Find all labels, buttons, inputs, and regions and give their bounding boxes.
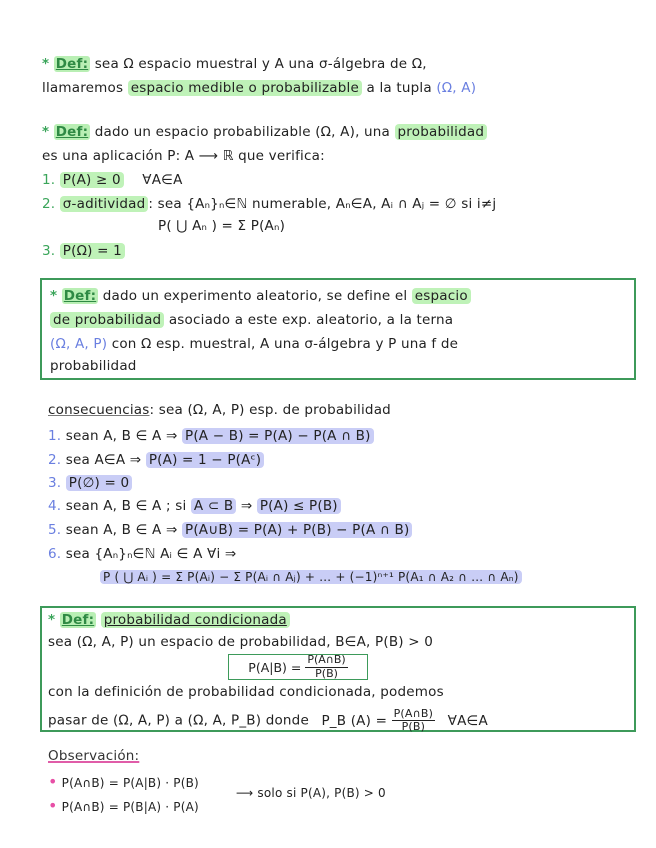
pb-fraction <box>392 708 436 733</box>
bullet-icon: • <box>48 796 58 815</box>
item3-highlight: P(Ω) = 1 <box>60 243 125 259</box>
c2-text: sea A∈A ⇒ <box>65 452 142 468</box>
pb-den: P(B) <box>401 720 426 734</box>
def3-line3 <box>50 336 458 352</box>
c4-highlight1: A ⊂ B <box>191 498 236 514</box>
item1-rest: ∀A∈A <box>142 172 183 188</box>
def2-label: Def: <box>55 124 89 140</box>
def2-line2: es una aplicación P: A ⟶ ℝ que verifica: <box>42 148 325 164</box>
def3-line4: probabilidad <box>50 358 137 374</box>
terna: (Ω, A, P) <box>50 336 108 352</box>
consecuencia-5 <box>48 522 412 538</box>
conditional-formula-box <box>228 654 368 680</box>
item-number: 2. <box>42 196 56 212</box>
item-number: 4. <box>48 498 62 514</box>
c3-highlight: P(∅) = 0 <box>66 475 133 491</box>
obs-bullet-2 <box>48 796 199 815</box>
def1-text2: llamaremos <box>42 80 124 96</box>
def1-line2 <box>42 80 476 96</box>
def2-item2 <box>42 196 496 212</box>
star-icon: * <box>42 124 50 140</box>
espacio-medible-highlight: espacio medible o probabilizable <box>128 80 362 96</box>
c4-highlight2: P(A) ≤ P(B) <box>257 498 341 514</box>
bullet-icon: • <box>48 772 58 791</box>
observacion-label: Observación: <box>48 748 140 764</box>
c5-text: sean A, B ∈ A ⇒ <box>65 522 178 538</box>
sigma-formula: P( ⋃ Aₙ ) = Σ P(Aₙ) <box>158 218 286 234</box>
def1-text: sea Ω espacio muestral y A una σ-álgebra de Ω, <box>94 56 427 72</box>
c5-highlight: P(A∪B) = P(A) + P(B) − P(A ∩ B) <box>182 522 412 538</box>
def1-label: Def: <box>55 56 89 72</box>
c1-text: sean A, B ∈ A ⇒ <box>65 428 178 444</box>
def3-line1 <box>50 288 471 304</box>
pb-label: P_B (A) = <box>321 712 388 729</box>
def5-label: Def: <box>61 612 95 628</box>
def3-line2 <box>50 312 453 328</box>
formula-left: P(A|B) = <box>248 659 302 675</box>
def1-text3: a la tupla <box>366 80 432 96</box>
c2-highlight: P(A) = 1 − P(Aᶜ) <box>146 452 264 468</box>
formula-num: P(A∩B) <box>307 653 346 667</box>
c4-text: sean A, B ∈ A ; si <box>65 498 187 514</box>
sigma-aditividad-highlight: σ-aditividad <box>60 196 149 212</box>
tupla: (Ω, A) <box>436 80 477 96</box>
pb-num: P(A∩B) <box>393 707 434 720</box>
obs-arrow-text: ⟶ solo si P(A), P(B) > 0 <box>236 786 386 800</box>
obs-b1: P(A∩B) = P(A|B) · P(B) <box>61 776 199 790</box>
def5-line2: sea (Ω, A, P) un espacio de probabilidad, B∈A, P(B) > 0 <box>48 634 434 650</box>
consecuencia-1 <box>48 428 374 444</box>
item-number: 6. <box>48 546 62 562</box>
def3-text2: asociado a este exp. aleatorio, a la terna <box>168 312 454 328</box>
de-probabilidad-highlight: de probabilidad <box>50 312 164 328</box>
item-number: 5. <box>48 522 62 538</box>
def2-line1 <box>42 124 487 140</box>
formula-fraction <box>305 654 347 679</box>
c6-highlight: P ( ⋃ Aᵢ ) = Σ P(Aᵢ) − Σ P(Aᵢ ∩ Aⱼ) + … + (−1)ⁿ⁺¹ P(A₁ ∩ A₂ ∩ … ∩ Aₙ) <box>100 570 522 584</box>
consecuencias-line <box>48 402 391 418</box>
c6-text: sea {Aₙ}ₙ∈ℕ Aᵢ ∈ A ∀i ⇒ <box>65 546 237 562</box>
star-icon: * <box>50 288 58 304</box>
consecuencia-6 <box>48 546 236 562</box>
consecuencia-3 <box>48 475 132 491</box>
formula-den: P(B) <box>315 666 338 680</box>
def5-line3: con la definición de probabilidad condicionada, podemos <box>48 684 444 700</box>
observacion-title <box>48 748 139 764</box>
item-number: 3. <box>42 243 56 259</box>
def3-label: Def: <box>63 288 97 304</box>
item-number: 1. <box>48 428 62 444</box>
def2-text: dado un espacio probabilizable (Ω, A), una <box>94 124 391 140</box>
probabilidad-highlight: probabilidad <box>395 124 488 140</box>
item1-highlight: P(A) ≥ 0 <box>60 172 124 188</box>
item-number: 1. <box>42 172 56 188</box>
prob-condicionada-highlight: probabilidad condicionada <box>101 612 290 628</box>
consecuencia-2 <box>48 452 264 468</box>
star-icon: * <box>42 56 50 72</box>
def3-text: dado un experimento aleatorio, se define el <box>102 288 408 304</box>
consecuencia-4 <box>48 498 341 514</box>
def2-item1 <box>42 172 183 188</box>
star-icon: * <box>48 612 56 628</box>
c1-highlight: P(A − B) = P(A) − P(A ∩ B) <box>182 428 374 444</box>
item2-rest: : sea {Aₙ}ₙ∈ℕ numerable, Aₙ∈A, Aᵢ ∩ Aⱼ = ∅ si i≠j <box>148 196 497 212</box>
def1-line1 <box>42 56 427 72</box>
c6-formula <box>100 570 522 584</box>
def5-line4 <box>48 708 488 733</box>
obs-bullet-1 <box>48 772 199 791</box>
def3-text3: con Ω esp. muestral, A una σ-álgebra y P una f de <box>111 336 459 352</box>
c4-implies: ⇒ <box>240 498 253 514</box>
def2-item3 <box>42 243 125 259</box>
consecuencias-rest: : sea (Ω, A, P) esp. de probabilidad <box>149 402 391 418</box>
item-number: 2. <box>48 452 62 468</box>
espacio-highlight: espacio <box>412 288 471 304</box>
consecuencias-title: consecuencias <box>48 402 150 418</box>
item-number: 3. <box>48 475 62 491</box>
def5-text4: pasar de (Ω, A, P) a (Ω, A, P_B) donde <box>48 712 309 729</box>
def5-line1 <box>48 612 290 628</box>
pb-end: ∀A∈A <box>447 712 488 729</box>
obs-b2: P(A∩B) = P(B|A) · P(A) <box>61 800 199 814</box>
